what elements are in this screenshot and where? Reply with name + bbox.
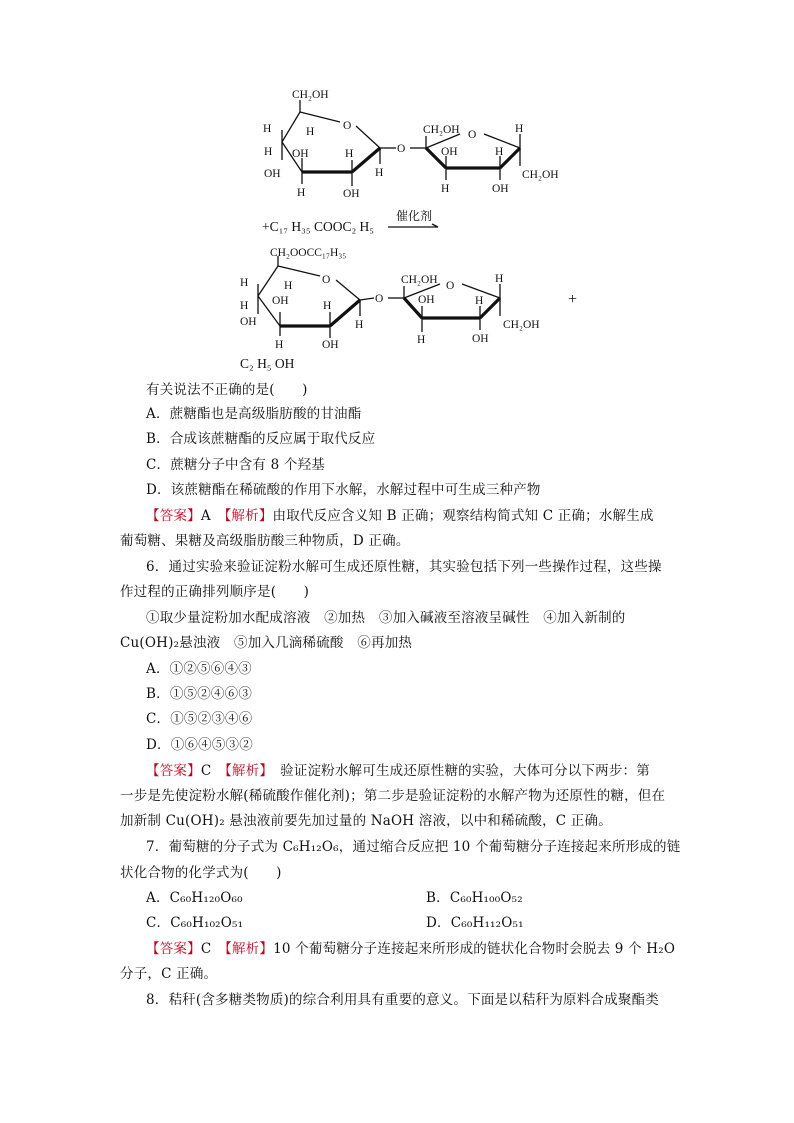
q5-option-a: A．蔗糖酯也是高级脂肪酸的甘油酯 [146,406,362,422]
q7-stem-1: 7．葡萄糖的分子式为 C₆H₁₂O₆，通过缩合反应把 10 个葡萄糖分子连接起来所形成的链 [146,839,681,855]
q6-option-c: C．①⑤②③④⑥ [146,711,253,727]
q6-answer-line [146,762,650,780]
answer-label: 【答案】 [146,763,201,779]
top-glucose-ch2oh: CH₂OH [292,89,329,101]
q5-analysis-cont: 葡萄糖、果糖及高级脂肪酸三种物质，D 正确。 [120,533,410,549]
answer-value: C [200,941,212,957]
top-glucose-h-e: H [375,167,384,179]
q5-answer-line [146,507,654,525]
bottom-fructose-ring-o: O [446,280,455,292]
bottom-glucose-ring-o: O [322,274,331,286]
bottom-glucose-h-a: H [240,300,249,312]
bottom-fructose-oh-b: OH [472,333,489,345]
q7-option-c: C．C₆₀H₁₀₂O₅₁ [146,915,244,931]
q6-analysis-3: 加新制 Cu(OH)₂ 悬浊液前要先加过量的 NaOH 溶液，以中和稀硫酸，C 正确。 [120,813,612,829]
answer-label: 【答案】 [146,941,201,957]
bottom-link-o: O [375,293,384,305]
top-glucose-ring-o: O [343,120,352,132]
top-fructose-oh-b: OH [492,183,509,195]
q7-answer-line [146,940,675,958]
top-glucose-h-a: H [264,146,273,158]
q5-stem: 有关说法不正确的是( ) [146,382,308,398]
top-fructose-h-c: H [441,183,450,195]
top-link-o: O [397,143,406,155]
top-fructose-h-a: H [495,146,504,158]
answer-value: A [200,508,211,524]
analysis-label: 【解析】 [225,763,267,779]
top-fructose-ch2oh: CH₂OH [423,124,460,136]
q8-stem-1: 8．秸秆(含多糖类物质)的综合利用具有重要的意义。下面是以秸秆为原料合成聚酯类 [146,992,659,1008]
catalyst-label: 催化剂 [396,209,433,223]
q6-steps-1: ①取少量淀粉加水配成溶液 ②加热 ③加入碱液至溶液呈碱性 ④加入新制的 [146,610,626,626]
q5-option-b: B．合成该蔗糖酯的反应属于取代反应 [146,431,376,447]
bottom-glucose-h-d: H [275,339,284,351]
analysis-text: 验证淀粉水解可生成还原性糖的实验，大体可分以下两步：第 [280,763,650,779]
q6-steps-2: Cu(OH)₂悬浊液 ⑤加入几滴稀硫酸 ⑥再加热 [120,635,413,651]
bottom-glucose-h-e: H [355,319,364,331]
bottom-fructose-h-b: H [495,273,504,285]
q7-stem-2: 状化合物的化学式为( ) [120,865,282,881]
bottom-fructose-oh-a: OH [418,294,435,306]
answer-label: 【答案】 [146,508,201,524]
q6-option-b: B．①⑤②④⑥③ [146,686,253,702]
q6-stem-1: 6．通过实验来验证淀粉水解可生成还原性糖，其实验包括下列一些操作过程，这些操 [146,559,662,575]
top-fructose-oh-a: OH [441,146,458,158]
q7-option-d: D．C₆₀H₁₁₂O₅₁ [426,915,524,931]
top-glucose-h-c: H [345,148,354,160]
bottom-glucose-h-left: H [240,277,249,289]
q5-option-c: C．蔗糖分子中含有 8 个羟基 [146,457,326,473]
q6-option-a: A．①②⑤⑥④③ [146,661,252,677]
q6-stem-2: 作过程的正确排列顺序是( ) [120,584,310,600]
plus-sign: + [568,291,578,308]
q6-analysis-2: 一步是先使淀粉水解(稀硫酸作催化剂)；第二步是验证淀粉的水解产物为还原性的糖，但在 [120,788,666,804]
bottom-glucose-oh-b: OH [240,316,257,328]
reaction-scheme [0,0,794,380]
q7-option-a: A．C₆₀H₁₂₀O₆₀ [146,890,243,906]
analysis-label: 【解析】 [224,508,273,524]
top-fructose-ch2oh-right: CH₂OH [522,169,559,181]
bottom-glucose-oh-a: OH [272,295,289,307]
analysis-label: 【解析】 [225,941,274,957]
analysis-text: 10 个葡萄糖分子连接起来所形成的链状化合物时会脱去 9 个 H₂O [273,941,676,957]
top-glucose-oh-c: OH [343,188,360,200]
bottom-glucose-oh-c: OH [322,339,339,351]
answer-value: C [200,763,212,779]
bottom-fructose-ch2oh: CH₂OH [401,274,438,286]
q7-option-b: B．C₆₀H₁₀₀O₅₂ [426,890,523,906]
analysis-text: 由取代反应含义知 B 正确；观察结构简式知 C 正确；水解生成 [272,508,654,524]
bottom-fructose-h-c: H [417,334,426,346]
byproduct-ethanol: C₂ H₅ OH [240,356,295,371]
top-fructose-ring-o: O [468,129,477,141]
top-fructose-h-b: H [515,123,524,135]
top-glucose-oh-a: OH [292,148,309,160]
top-glucose-h-left: H [263,123,272,135]
bottom-glucose-ester-sub: CH₂OOCC₁₇H₃₅ [270,247,347,259]
q5-option-d: D．该蔗糖酯在稀硫酸的作用下水解，水解过程中可生成三种产物 [146,482,541,498]
reagent-text: +C₁₇ H₃₅ COOC₂ H₅ [262,219,374,234]
bottom-glucose-h-b: H [284,280,293,292]
top-glucose-h-b: H [306,126,315,138]
q6-option-d: D．①⑥④⑤③② [146,737,253,753]
bottom-fructose-ch2oh-right: CH₂OH [503,319,540,331]
q7-analysis-2: 分子，C 正确。 [120,966,218,982]
bottom-glucose-h-c: H [323,300,332,312]
top-glucose-h-d: H [297,187,306,199]
top-glucose-oh-b: OH [264,168,281,180]
bottom-fructose-h-a: H [475,295,484,307]
